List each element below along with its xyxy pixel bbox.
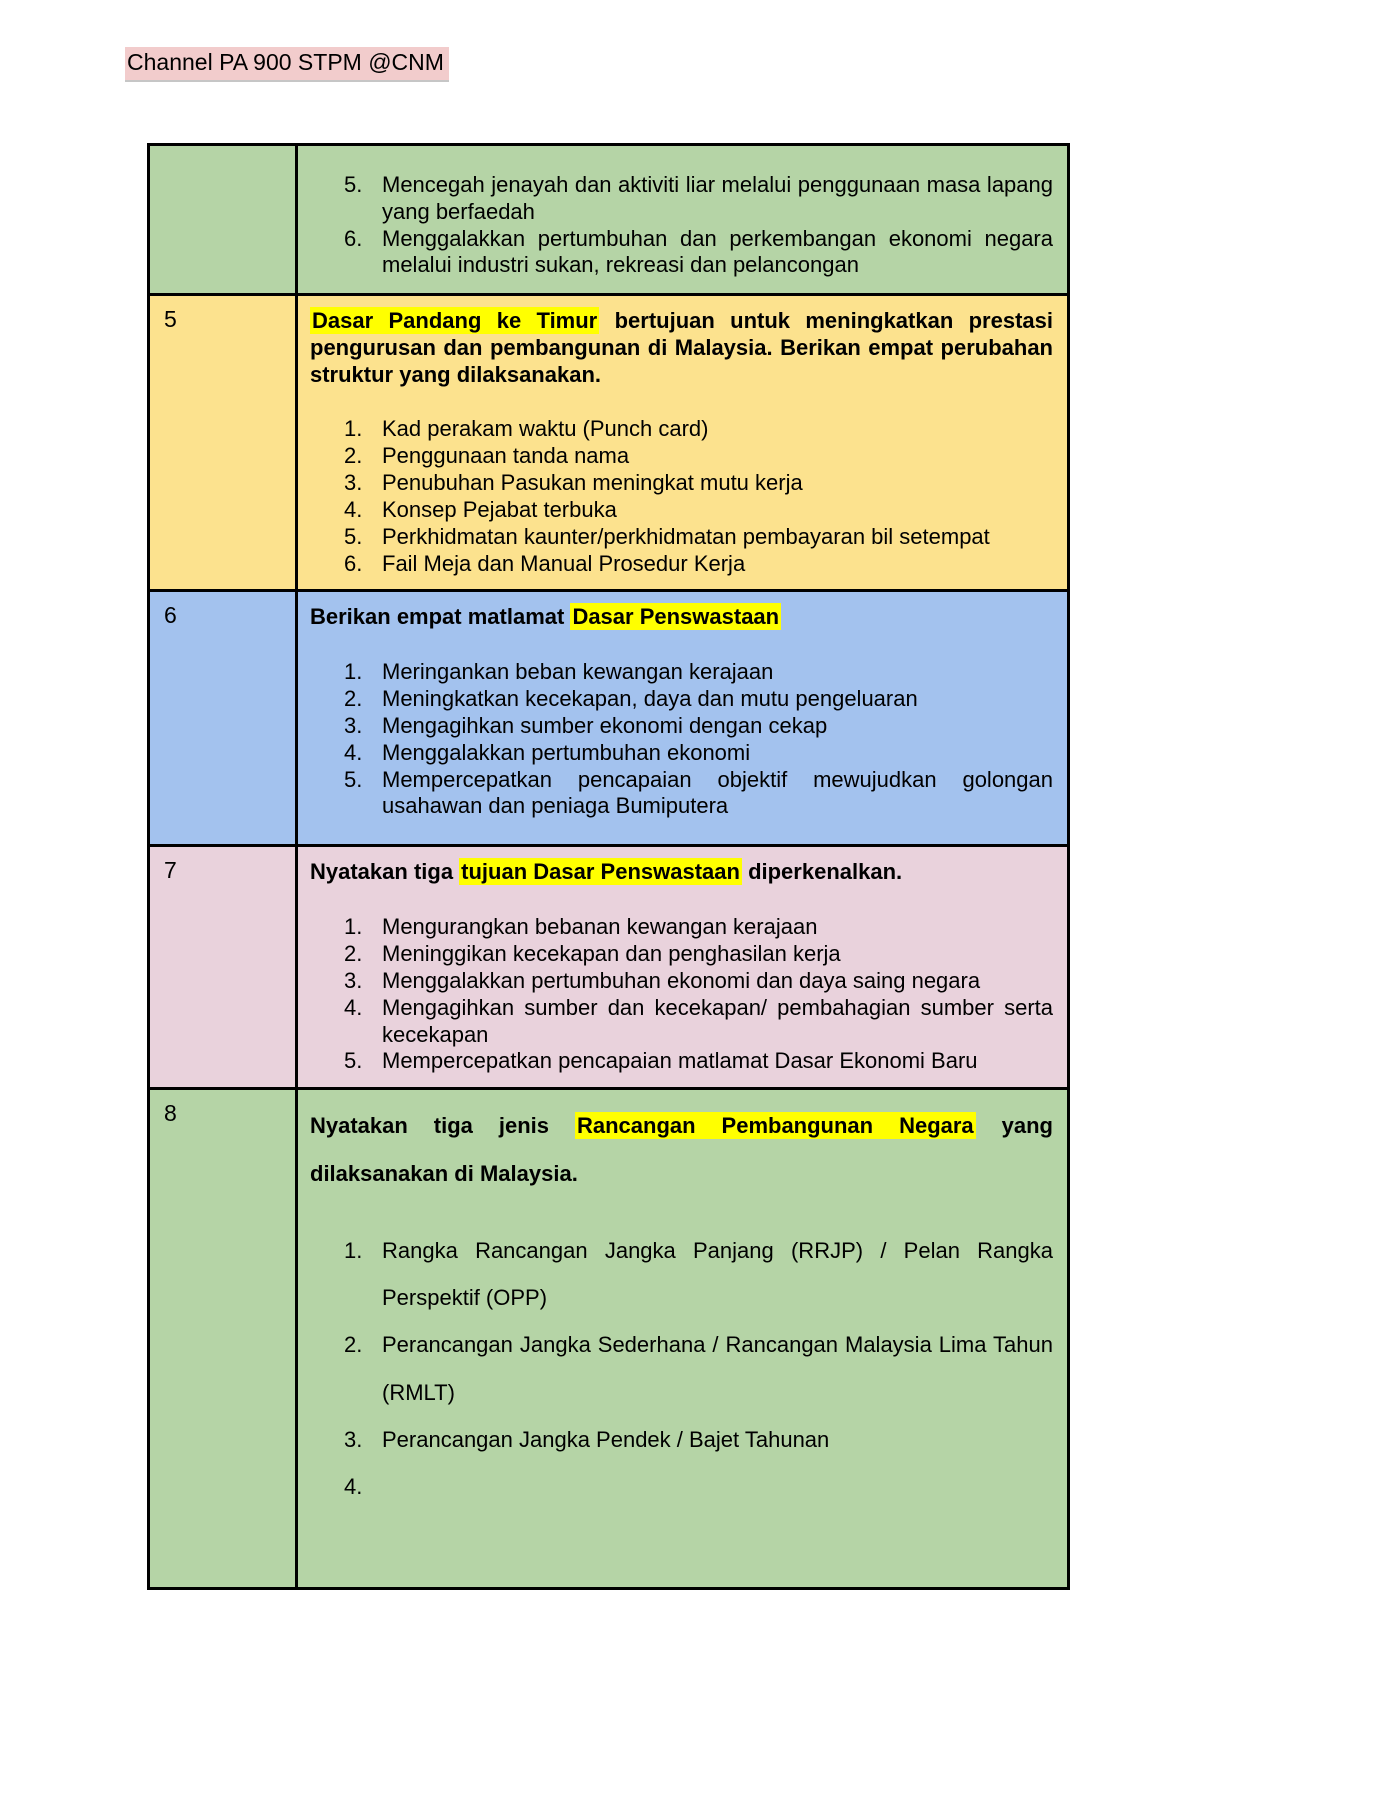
answer-cell (298, 847, 1067, 1087)
list-item (344, 470, 1053, 497)
list-item (344, 1321, 1053, 1416)
list-item-number: 1. (344, 914, 363, 940)
question-number (150, 146, 298, 293)
answer-cell (298, 296, 1067, 589)
list-item (344, 914, 1053, 941)
page-title: Channel PA 900 STPM @CNM (125, 47, 449, 82)
list-item-text: Penggunaan tanda nama (382, 443, 630, 469)
list-item (344, 740, 1053, 767)
list-item (344, 1463, 1053, 1510)
list-item-text: Konsep Pejabat terbuka (382, 496, 617, 522)
list-item (344, 172, 1053, 226)
list-item-number: 3. (344, 470, 363, 496)
list-item-text: Menggalakkan pertumbuhan ekonomi (382, 739, 751, 765)
list-item-number: 2. (344, 443, 363, 469)
list-item-number: 3. (344, 967, 363, 993)
list-item-text: Meninggikan kecekapan dan penghasilan kerja (382, 941, 841, 967)
question-post: yang dilaksanakan di Malaysia. (310, 1113, 1053, 1186)
list-item (344, 226, 1053, 280)
list-item-text: Menggalakkan pertumbuhan dan perkembangan ekonomi negara melalui industri sukan, rekreasi dan pelancongan (382, 225, 1053, 278)
list-item-text: Menggalakkan pertumbuhan ekonomi dan daya saing negara (382, 967, 981, 993)
list-item-text: Fail Meja dan Manual Prosedur Kerja (382, 550, 746, 576)
question-number: 6 (150, 592, 298, 844)
list-item-number: 1. (344, 659, 363, 685)
list-item-number: 4. (344, 994, 363, 1020)
list-item (344, 1048, 1053, 1075)
question-number: 5 (150, 296, 298, 589)
list-item (344, 968, 1053, 995)
list-item-text: Mempercepatkan pencapaian objektif mewujudkan golongan usahawan dan peniaga Bumiputera (382, 766, 1053, 819)
list-item-text: Kad perakam waktu (Punch card) (382, 416, 709, 442)
answer-cell (298, 146, 1067, 293)
list-item (344, 497, 1053, 524)
list-item (344, 443, 1053, 470)
list-item (344, 995, 1053, 1049)
list-item-number: 4. (344, 496, 363, 522)
list-item-number: 2. (344, 1332, 363, 1358)
answer-cell (298, 592, 1067, 844)
list-item (344, 659, 1053, 686)
list-item-text: Perancangan Jangka Pendek / Bajet Tahunan (382, 1427, 830, 1453)
list-item-number: 4. (344, 1474, 363, 1500)
answer-list (310, 914, 1053, 1075)
question-post: bertujuan untuk meningkatkan prestasi pengurusan dan pembangunan di Malaysia. Berikan empat perubahan struktur yang dilaksanakan. (310, 308, 1053, 387)
list-item (344, 941, 1053, 968)
list-item-text: Mengagihkan sumber ekonomi dengan cekap (382, 712, 828, 738)
question-post: diperkenalkan. (741, 859, 903, 885)
list-item-text (382, 1463, 1053, 1510)
highlighted-term: Dasar Pandang ke Timur (312, 308, 598, 333)
list-item-text: Rangka Rancangan Jangka Panjang (RRJP) / Pelan Rangka Perspektif (OPP) (382, 1237, 1053, 1311)
question-pre: Berikan empat matlamat (310, 604, 571, 630)
list-item-text: Mempercepatkan pencapaian matlamat Dasar Ekonomi Baru (382, 1048, 978, 1074)
list-item-number: 1. (344, 416, 363, 442)
question-text (310, 859, 1053, 886)
list-item-number: 2. (344, 941, 363, 967)
table-row (150, 844, 1067, 1087)
answer-cell (298, 1090, 1067, 1587)
list-item (344, 713, 1053, 740)
question-number: 7 (150, 847, 298, 1087)
list-item-text: Penubuhan Pasukan meningkat mutu kerja (382, 470, 803, 496)
highlighted-term: Rancangan Pembangunan Negara (576, 1113, 974, 1139)
list-item (344, 767, 1053, 821)
list-item (344, 416, 1053, 443)
list-item-number: 6. (344, 550, 363, 576)
answer-list (310, 659, 1053, 820)
list-item-text: Mengagihkan sumber dan kecekapan/ pembahagian sumber serta kecekapan (382, 994, 1053, 1047)
list-item-number: 5. (344, 523, 363, 549)
question-number: 8 (150, 1090, 298, 1587)
list-item-number: 4. (344, 739, 363, 765)
question-pre: Nyatakan tiga jenis (310, 1113, 575, 1139)
question-text (310, 1102, 1053, 1197)
list-item-text: Mencegah jenayah dan aktiviti liar melalui penggunaan masa lapang yang berfaedah (382, 172, 1053, 224)
answer-list (310, 416, 1053, 577)
list-item (344, 686, 1053, 713)
list-item (344, 551, 1053, 578)
list-item-text: Perancangan Jangka Sederhana / Rancangan Malaysia Lima Tahun (RMLT) (382, 1332, 1053, 1405)
question-pre: Nyatakan tiga (310, 859, 460, 885)
list-item-number: 6. (344, 225, 363, 251)
answer-list (310, 1227, 1053, 1511)
list-item-number: 2. (344, 686, 363, 712)
list-item-number: 5. (344, 172, 363, 197)
highlighted-term: tujuan Dasar Penswastaan (461, 859, 740, 885)
table-row (150, 589, 1067, 844)
question-text (310, 604, 1053, 631)
list-item (344, 1227, 1053, 1322)
list-item-number: 5. (344, 766, 363, 792)
list-item (344, 524, 1053, 551)
list-item-number: 5. (344, 1048, 363, 1074)
list-item-number: 1. (344, 1237, 363, 1263)
list-item (344, 1416, 1053, 1463)
list-item-text: Meningkatkan kecekapan, daya dan mutu pengeluaran (382, 686, 918, 712)
list-item-text: Perkhidmatan kaunter/perkhidmatan pembayaran bil setempat (382, 523, 990, 549)
answer-list (310, 172, 1053, 279)
table-row (150, 293, 1067, 589)
question-text (310, 308, 1053, 388)
list-item-number: 3. (344, 1427, 363, 1453)
list-item-text: Meringankan beban kewangan kerajaan (382, 659, 774, 685)
list-item-text: Mengurangkan bebanan kewangan kerajaan (382, 914, 818, 940)
list-item-number: 3. (344, 712, 363, 738)
highlighted-term: Dasar Penswastaan (572, 604, 780, 630)
question-answer-table (147, 143, 1070, 1590)
table-row (150, 1087, 1067, 1587)
table-row (150, 146, 1067, 293)
